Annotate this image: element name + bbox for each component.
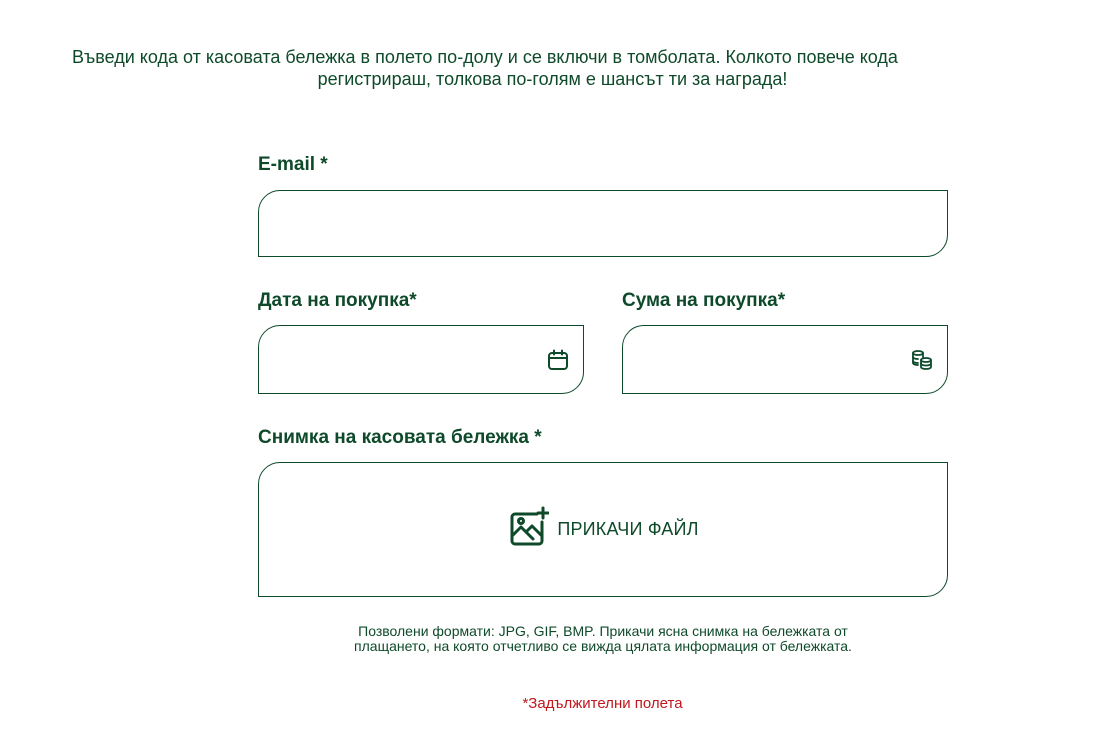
image-add-icon: [507, 506, 549, 553]
intro-line-2: регистрираш, толкова по-голям е шансът ти за награда!: [317, 69, 788, 89]
intro-line-1: Въведи кода от касовата бележка в полето по-долу и се включи в томболата. Колкото повече кода: [72, 47, 898, 67]
calendar-icon[interactable]: [545, 347, 571, 373]
upload-content: [507, 506, 698, 553]
receipt-photo-label: Снимка на касовата бележка *: [258, 427, 542, 448]
formats-line-1: Позволени формати: JPG, GIF, BMP. Прикачи ясна снимка на бележката от: [358, 623, 848, 639]
required-fields-note: *Задължителни полета: [522, 695, 683, 712]
date-label: Дата на покупка*: [258, 290, 417, 311]
formats-line-2: плащането, на която отчетливо се вижда цялата информация от бележката.: [354, 638, 852, 654]
date-field-container: [258, 325, 584, 394]
email-field[interactable]: [259, 191, 947, 256]
upload-label: ПРИКАЧИ ФАЙЛ: [557, 519, 699, 539]
upload-file-button[interactable]: [258, 462, 948, 597]
amount-field-container: [622, 325, 948, 394]
email-label: E-mail *: [258, 154, 328, 175]
amount-label: Сума на покупка*: [622, 290, 786, 311]
amount-field[interactable]: [623, 326, 947, 393]
coins-icon: [909, 347, 935, 373]
date-field[interactable]: [259, 326, 583, 393]
intro-text: [0, 46, 1105, 98]
email-field-container: [258, 190, 948, 257]
allowed-formats-note: [258, 624, 948, 654]
